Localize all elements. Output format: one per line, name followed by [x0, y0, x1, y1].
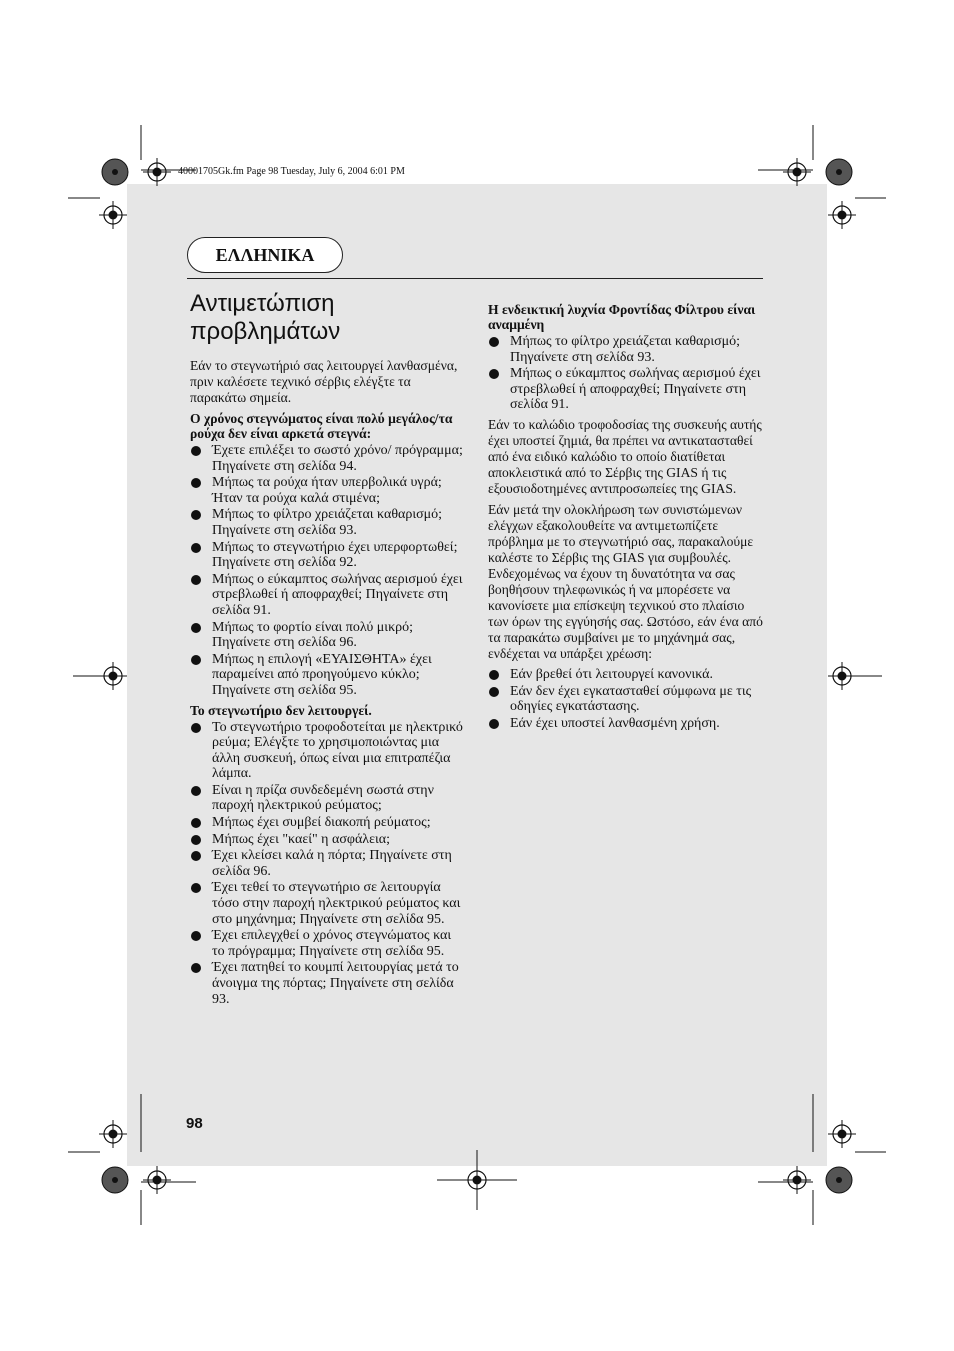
list-item-text: Εάν δεν έχει εγκατασταθεί σύμφωνα με τις οδηγίες εγκατάστασης. [510, 683, 752, 715]
title-line-1: Αντιμετώπιση [190, 290, 335, 317]
list-item [190, 783, 466, 814]
bullet-icon [191, 851, 201, 861]
bullet-icon [191, 835, 201, 845]
list-item [488, 716, 764, 732]
bullet-icon [191, 478, 201, 488]
section-heading-filter-light: Η ενδεικτική λυχνία Φροντίδας Φίλτρου είναι αναμμένη [488, 302, 756, 332]
service-paragraph: Εάν μετά την ολοκλήρωση των συνιστώμενων ελέγχων εξακολουθείτε να αντιμετωπίζετε πρόβλημα με το στεγνωτήριό σας, παρακαλούμε καλέστε το Σέρβις της GIAS για συμβουλές. Ενδεχομένως να έχουν τη δυνατότητα να σας βοηθήσουν τηλεφωνικώς ή να μπορέσετε να κανονίσετε μια επίσκεψη τεχνικού στο πλαίσιο των όρων της εγγύησής σας. Ωστόσο, εάν ένα από τα παρακάτω συμβαίνει με το μηχάνημά σας, ενδέχεται να υπάρξει χρέωση: [488, 501, 763, 661]
bullet-icon [191, 446, 201, 456]
list-item-text: Έχει τεθεί το στεγνωτήριο σε λειτουργία τόσο στην παροχή ηλεκτρικού ρεύματος και στο μηχάνημα; Πηγαίνετε στη σελίδα 95. [212, 880, 461, 927]
page-number: 98 [186, 1115, 203, 1132]
list-item [190, 620, 466, 651]
bullet-icon [191, 963, 201, 973]
list-item [190, 832, 466, 848]
list-item-text: Μήπως το φίλτρο χρειάζεται καθαρισμό; Πηγαίνετε στη σελίδα 93. [212, 507, 443, 538]
list-item [190, 815, 466, 831]
bullet-icon [489, 369, 499, 379]
language-tab [187, 237, 343, 273]
list-item-text: Μήπως ο εύκαμπτος σωλήνας αερισμού έχει στρεβλωθεί ή αποφραχθεί; Πηγαίνετε στη σελίδα 91. [212, 571, 463, 618]
header-rule [187, 278, 763, 279]
list-filter-light [488, 334, 764, 413]
bullet-icon [191, 931, 201, 941]
list-item-text: Μήπως το στεγνωτήριο έχει υπερφορτωθεί; Πηγαίνετε στη σελίδα 92. [212, 539, 458, 571]
bullet-icon [489, 670, 499, 680]
list-item [190, 928, 466, 959]
bullet-icon [489, 719, 499, 729]
list-item [488, 684, 764, 715]
section-heading-drying-time: Ο χρόνος στεγνώματος είναι πολύ μεγάλος/τα ρούχα δεν είναι αρκετά στεγνά: [190, 411, 453, 441]
list-item-text: Μήπως η επιλογή «ΕΥΑΙΣΘΗΤΑ» έχει παραμείνει από προηγούμενο κύκλο; Πηγαίνετε στη σελίδα 95. [212, 651, 432, 698]
list-item-text: Μήπως το φίλτρο χρειάζεται καθαρισμό; Πηγαίνετε στη σελίδα 93. [510, 334, 741, 365]
bullet-icon [191, 623, 201, 633]
bullet-icon [489, 687, 499, 697]
cable-paragraph: Εάν το καλώδιο τροφοδοσίας της συσκευής αυτής έχει υποστεί ζημιά, θα πρέπει να αντικατασταθεί από ένα ειδικό καλώδιο το οποίο διατίθεται αποκλειστικά από το Σέρβις της GIAS ή τις εξουσιοδοτημένες αντιπροσωπείες της GIAS. [488, 416, 762, 496]
list-item [190, 540, 466, 571]
right-column [488, 302, 764, 735]
title-line-2: προβλημάτων [190, 318, 341, 345]
list-item [190, 960, 466, 1007]
bullet-icon [191, 818, 201, 828]
bullet-icon [191, 575, 201, 585]
file-header: 40001705Gk.fm Page 98 Tuesday, July 6, 2004 6:01 PM [178, 166, 405, 177]
list-drying-time [190, 443, 466, 699]
bullet-icon [191, 510, 201, 520]
page-title [190, 290, 466, 346]
list-item-text: Μήπως τα ρούχα ήταν υπερβολικά υγρά; Ήταν τα ρούχα καλά στιμένα; [212, 475, 442, 506]
list-item-text: Μήπως το φορτίο είναι πολύ μικρό; Πηγαίνετε στη σελίδα 96. [212, 619, 413, 651]
list-item [488, 334, 764, 365]
bullet-icon [191, 543, 201, 553]
list-item [190, 652, 466, 699]
list-item [190, 475, 466, 506]
list-item-text: Έχει κλείσει καλά η πόρτα; Πηγαίνετε στη σελίδα 96. [212, 848, 452, 879]
list-item-text: Είναι η πρίζα συνδεδεμένη σωστά στην παροχή ηλεκτρικού ρεύματος; [212, 782, 434, 814]
intro-paragraph: Εάν το στεγνωτήριό σας λειτουργεί λανθασμένα, πριν καλέσετε τεχνικό σέρβις ελέγξτε τα παρακάτω σημεία. [190, 358, 458, 405]
section-heading-not-working: Το στεγνωτήριο δεν λειτουργεί. [190, 702, 372, 718]
list-not-working [190, 720, 466, 1008]
list-charges [488, 667, 764, 731]
list-item-text: Εάν έχει υποστεί λανθασμένη χρήση. [510, 715, 720, 731]
language-tab-label: ΕΛΛΗΝΙΚΑ [215, 244, 315, 265]
bullet-icon [191, 723, 201, 733]
list-item [190, 880, 466, 927]
list-item [190, 443, 466, 474]
list-item-text: Έχει πατηθεί το κουμπί λειτουργίας μετά το άνοιγμα της πόρτας; Πηγαίνετε στη σελίδα 93. [212, 960, 459, 1007]
bullet-icon [191, 786, 201, 796]
list-item [488, 366, 764, 413]
list-item-text: Μήπως ο εύκαμπτος σωλήνας αερισμού έχει στρεβλωθεί ή αποφραχθεί; Πηγαίνετε στη σελίδα 91. [510, 366, 761, 413]
left-column [190, 290, 466, 1011]
list-item [488, 667, 764, 683]
list-item-text: Έχετε επιλέξει το σωστό χρόνο/ πρόγραμμα; Πηγαίνετε στη σελίδα 94. [212, 443, 463, 474]
list-item-text: Το στεγνωτήριο τροφοδοτείται με ηλεκτρικό ρεύμα; Ελέγξτε το χρησιμοποιώντας μια άλλη συσκευή, όπως είναι μια επιτραπέζια λάμπα. [212, 719, 463, 782]
bullet-icon [191, 655, 201, 665]
list-item-text: Μήπως έχει "καεί" η ασφάλεια; [212, 831, 390, 847]
list-item-text: Μήπως έχει συμβεί διακοπή ρεύματος; [212, 815, 431, 831]
list-item-text: Εάν βρεθεί ότι λειτουργεί κανονικά. [510, 666, 713, 682]
list-item [190, 720, 466, 782]
list-item-text: Έχει επιλεγχθεί ο χρόνος στεγνώματος και το πρόγραμμα; Πηγαίνετε στη σελίδα 95. [212, 928, 452, 959]
bullet-icon [191, 883, 201, 893]
bullet-icon [489, 337, 499, 347]
list-item [190, 507, 466, 538]
list-item [190, 848, 466, 879]
list-item [190, 572, 466, 619]
